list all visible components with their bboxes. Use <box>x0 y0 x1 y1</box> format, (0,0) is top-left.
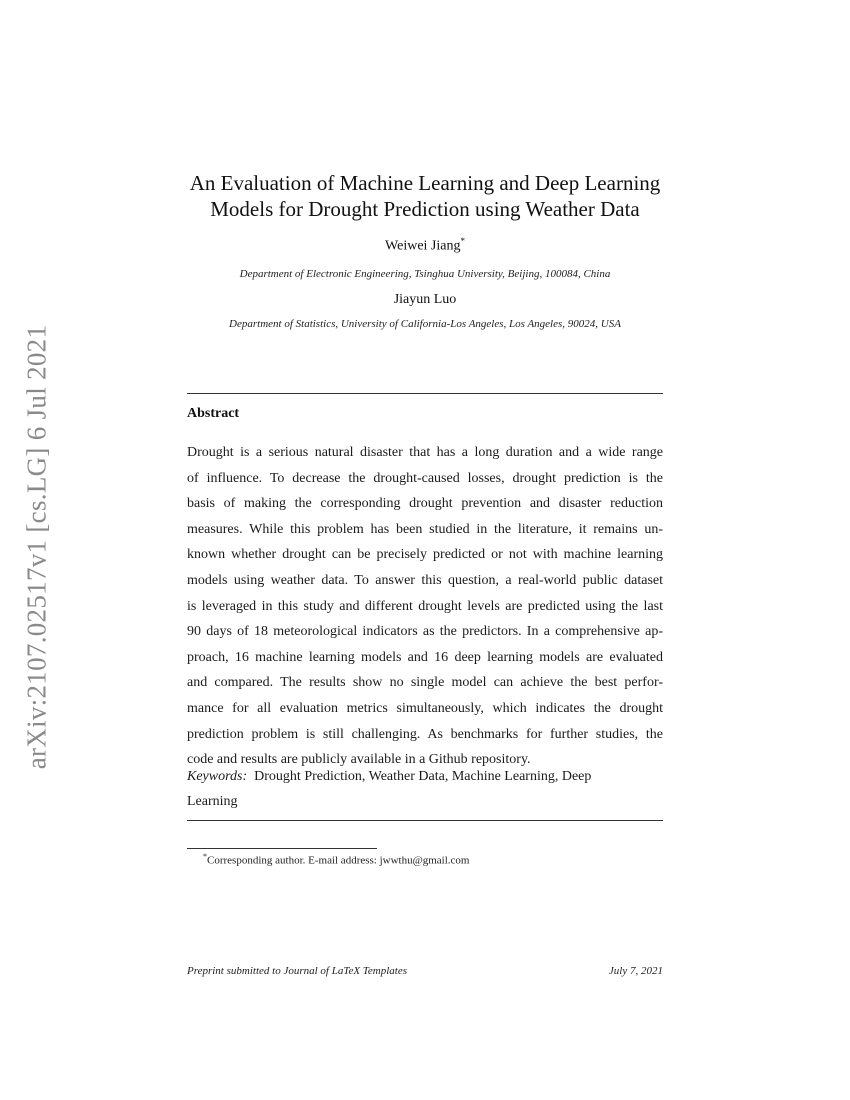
abstract-line: is leveraged in this study and different drought levels are predicted using the last <box>187 598 663 614</box>
footnote-text: Corresponding author. E-mail address: jwwthu@gmail.com <box>207 854 470 867</box>
abstract-line: code and results are publicly available in a Github repository. <box>187 752 531 768</box>
abstract-bottom-rule <box>187 820 663 821</box>
abstract-line: basis of making the corresponding drought prevention and disaster reduction <box>187 496 663 512</box>
abstract-line: and compared. The results show no single model can achieve the best perfor- <box>187 675 663 691</box>
keywords-list-continued: Learning <box>187 794 238 809</box>
paper-title <box>150 170 700 222</box>
author-1 <box>150 236 700 255</box>
abstract-top-rule <box>187 393 663 394</box>
abstract-line: prediction problem is still challenging. As benchmarks for further studies, the <box>187 726 663 742</box>
abstract-line: models using weather data. To answer this question, a real-world public dataset <box>187 572 663 588</box>
abstract-line: proach, 16 machine learning models and 16 deep learning models are evaluated <box>187 649 663 665</box>
abstract-heading: Abstract <box>187 406 240 421</box>
author-1-affiliation: Department of Electronic Engineering, Tsinghua University, Beijing, 100084, China <box>239 268 611 280</box>
author-name: Jiayun Luo <box>393 292 457 307</box>
abstract-line: mance for all evaluation metrics simultaneously, which indicates the drought <box>187 700 663 716</box>
author-2-affiliation: Department of Statistics, University of California-Los Angeles, Los Angeles, 90024, USA <box>229 318 621 330</box>
abstract-line: Drought is a serious natural disaster that has a long duration and a wide range <box>187 445 663 460</box>
abstract-line: measures. While this problem has been studied in the literature, it remains un- <box>187 521 663 537</box>
title-line: An Evaluation of Machine Learning and Deep Learning <box>189 171 661 195</box>
arxiv-identifier: arXiv:2107.02517v1 [cs.LG] 6 Jul 2021 <box>21 324 52 770</box>
author-name: Weiwei Jiang <box>385 238 461 254</box>
preprint-notice: Preprint submitted to Journal of LaTeX Templates <box>187 965 408 977</box>
corresponding-marker: * <box>460 236 465 246</box>
title-line: Models for Drought Prediction using Weather Data <box>210 197 640 221</box>
footnote-rule <box>187 848 377 849</box>
submission-date: July 7, 2021 <box>608 965 663 977</box>
abstract-line: of influence. To decrease the drought-caused losses, drought prediction is the <box>187 470 663 486</box>
abstract-body <box>187 440 663 773</box>
abstract-line: 90 days of 18 meteorological indicators as the predictors. In a comprehensive ap- <box>187 624 663 640</box>
footnote <box>203 852 469 867</box>
footnote-marker: * <box>203 852 207 861</box>
keywords-list: Drought Prediction, Weather Data, Machine Learning, Deep <box>254 769 592 784</box>
author-2 <box>150 292 700 308</box>
keywords <box>187 764 663 814</box>
keywords-label: Keywords: <box>187 769 248 784</box>
abstract-line: known whether drought can be precisely predicted or not with machine learning <box>187 547 663 563</box>
